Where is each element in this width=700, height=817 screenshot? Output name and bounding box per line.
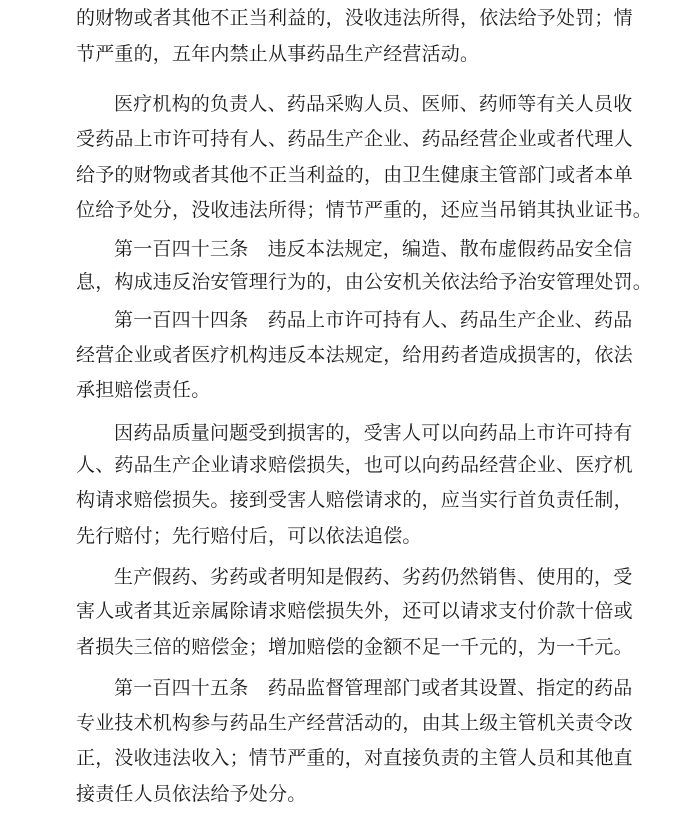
text-line: 承担赔偿责任。 — [76, 379, 211, 401]
text-line: 节严重的，五年内禁止从事药品生产经营活动。 — [76, 43, 480, 65]
text-line: 专业技术机构参与药品生产经营活动的，由其上级主管机关责令改 — [76, 712, 633, 734]
article-144-heading-line: 第一百四十四条 药品上市许可持有人、药品生产企业、药品 — [114, 309, 633, 331]
text-line: 正，没收违法收入；情节严重的，对直接负责的主管人员和其他直 — [76, 747, 633, 769]
text-line: 构请求赔偿损失。接到受害人赔偿请求的，应当实行首负责任制， — [76, 489, 633, 511]
text-line: 受药品上市许可持有人、药品生产企业、药品经营企业或者代理人 — [76, 128, 633, 150]
article-143-heading-line: 第一百四十三条 违反本法规定，编造、散布虚假药品安全信 — [114, 238, 633, 260]
text-line: 因药品质量问题受到损害的，受害人可以向药品上市许可持有 — [114, 422, 633, 444]
text-line: 的财物或者其他不正当利益的，没收违法所得，依法给予处罚；情 — [76, 7, 633, 29]
text-line: 生产假药、劣药或者明知是假药、劣药仍然销售、使用的，受 — [114, 566, 633, 588]
text-line: 医疗机构的负责人、药品采购人员、医师、药师等有关人员收 — [114, 93, 633, 115]
text-line: 经营企业或者医疗机构违反本法规定，给用药者造成损害的，依法 — [76, 344, 633, 366]
text-line: 害人或者其近亲属除请求赔偿损失外，还可以请求支付价款十倍或 — [76, 600, 633, 622]
text-line: 者损失三倍的赔偿金；增加赔偿的金额不足一千元的，为一千元。 — [76, 636, 633, 658]
text-line: 人、药品生产企业请求赔偿损失，也可以向药品经营企业、医疗机 — [76, 454, 633, 476]
text-line: 位给予处分，没收违法所得；情节严重的，还应当吊销其执业证书。 — [76, 199, 653, 221]
text-line: 息，构成违反治安管理行为的，由公安机关依法给予治安管理处罚。 — [76, 271, 653, 293]
text-line: 给予的财物或者其他不正当利益的，由卫生健康主管部门或者本单 — [76, 164, 633, 186]
article-145-heading-line: 第一百四十五条 药品监督管理部门或者其设置、指定的药品 — [114, 677, 633, 699]
text-line: 先行赔付；先行赔付后，可以依法追偿。 — [76, 525, 422, 547]
text-line: 接责任人员依法给予处分。 — [76, 783, 307, 805]
